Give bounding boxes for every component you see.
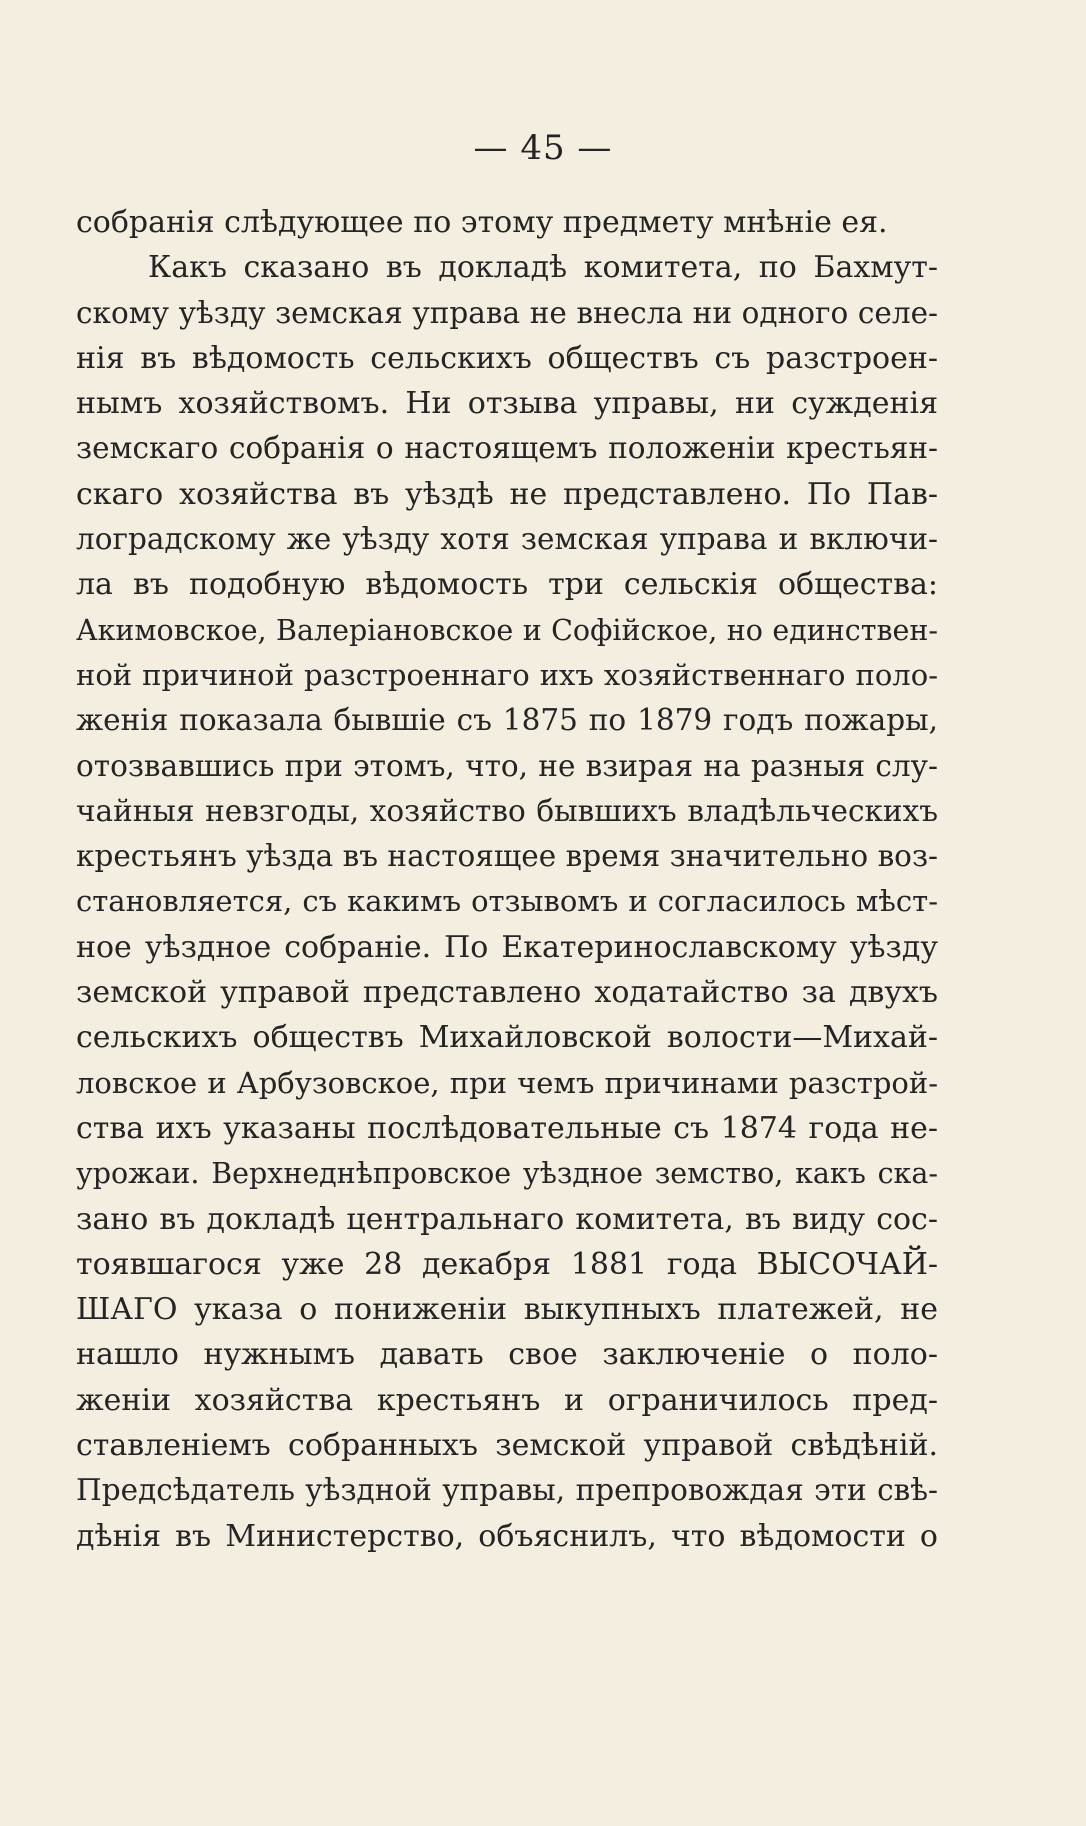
text-line: скому уѣзду земская управа не внесла ни одного селе- bbox=[76, 295, 938, 330]
text-line: ловское и Арбузовское, при чемъ причинами разстрой- bbox=[76, 1065, 938, 1100]
text-line: становляется, съ какимъ отзывомъ и согласилось мѣст- bbox=[76, 884, 938, 919]
text-line: Предсѣдатель уѣздной управы, препровождая эти свѣ- bbox=[76, 1473, 938, 1508]
text-line: скаго хозяйства въ уѣздѣ не представлено. По Пав- bbox=[76, 476, 938, 512]
text-line: нія въ вѣдомость сельскихъ обществъ съ разстроен- bbox=[76, 340, 938, 376]
text-line: нымъ хозяйствомъ. Ни отзыва управы, ни сужденія bbox=[76, 386, 938, 422]
text-line: земской управой представлено ходатайство за двухъ bbox=[76, 975, 938, 1011]
text-line: зано въ докладѣ центральнаго комитета, въ виду сос- bbox=[76, 1201, 938, 1237]
body-text bbox=[76, 200, 938, 1559]
text-line: женія показала бывшіе съ 1875 по 1879 годъ пожары, bbox=[76, 703, 938, 738]
text-line: дѣнія въ Министерство, объяснилъ, что вѣдомости о bbox=[76, 1518, 938, 1554]
text-line: ла въ подобную вѣдомость три сельскія общества: bbox=[76, 567, 938, 603]
text-line: Акимовское, Валеріановское и Софійское, но единствен- bbox=[76, 613, 938, 647]
text-line: сельскихъ обществъ Михайловской волости—Михай- bbox=[76, 1020, 938, 1056]
text-line: ства ихъ указаны послѣдовательные съ 1874 года не- bbox=[76, 1110, 938, 1146]
text-line: тоявшагося уже 28 декабря 1881 года ВЫСОЧАЙ- bbox=[76, 1246, 938, 1282]
text-line: ставленіемъ собранныхъ земской управой свѣдѣній. bbox=[76, 1428, 938, 1464]
page-number: — 45 — bbox=[473, 128, 613, 168]
text-line: ное уѣздное собраніе. По Екатеринославскому уѣзду bbox=[76, 929, 938, 965]
text-line: земскаго собранія о настоящемъ положеніи крестьян- bbox=[76, 431, 938, 466]
text-line: чайныя невзгоды, хозяйство бывшихъ владѣльческихъ bbox=[76, 793, 938, 828]
text-line: ШАГО указа о пониженіи выкупныхъ платежей, не bbox=[76, 1292, 938, 1328]
text-line: лоградскому же уѣзду хотя земская управа и включи- bbox=[76, 522, 938, 557]
text-line: отозвавшись при этомъ, что, не взирая на разныя слу- bbox=[76, 748, 938, 783]
text-line: ной причиной разстроеннаго ихъ хозяйственнаго поло- bbox=[76, 657, 938, 692]
text-line: урожаи. Верхнеднѣпровское уѣздное земство, какъ ска- bbox=[76, 1157, 938, 1191]
text-line: женіи хозяйства крестьянъ и ограничилось пред- bbox=[76, 1382, 938, 1418]
text-line: собранія слѣдующее по этому предмету мнѣніе ея. bbox=[76, 205, 888, 240]
text-line: Какъ сказано въ докладѣ комитета, по Бахмут- bbox=[148, 250, 938, 286]
text-line: нашло нужнымъ давать свое заключеніе о поло- bbox=[76, 1337, 938, 1373]
text-line: крестьянъ уѣзда въ настоящее время значительно воз- bbox=[76, 839, 938, 874]
